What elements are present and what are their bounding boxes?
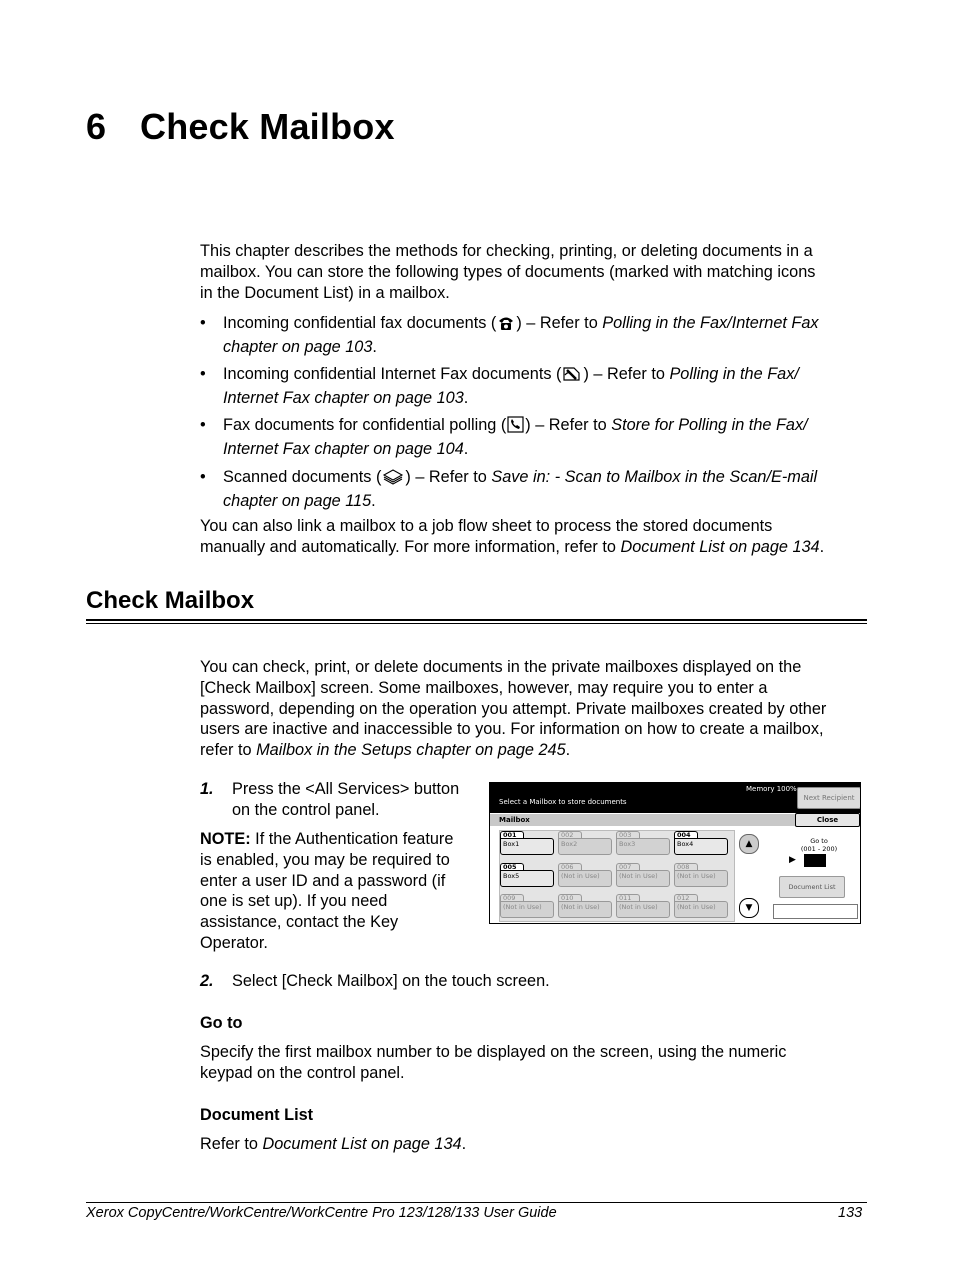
chapter-title	[86, 106, 395, 148]
next-recipient-button[interactable]: Next Recipient	[797, 787, 861, 809]
document-list-heading: Document List	[200, 1106, 314, 1124]
mailbox-code: 001	[503, 831, 517, 839]
mailbox-code: 007	[619, 863, 632, 871]
intro-paragraph	[200, 241, 870, 303]
mailbox-name: (Not in Use)	[561, 903, 600, 911]
bullet-reference: Save in: - Scan to Mailbox in the Scan/E-mail	[491, 468, 818, 486]
mailbox-code: 006	[561, 863, 574, 871]
step-line: on the control panel.	[232, 800, 380, 819]
step-1-text	[232, 779, 487, 821]
mailbox-name: (Not in Use)	[677, 872, 716, 880]
footer-guide-title: Xerox CopyCentre/WorkCentre/WorkCentre Pro 123/128/133 User Guide	[86, 1205, 557, 1221]
chapter-number: 6	[86, 106, 107, 147]
bullet-text: .	[371, 491, 376, 510]
goto-range: (001 - 200)	[800, 845, 838, 853]
bullet-text: ) – Refer to	[525, 416, 612, 434]
mailbox-006[interactable]	[558, 863, 611, 885]
document-list-paragraph	[200, 1134, 466, 1155]
scanned-document-icon	[382, 469, 404, 491]
bullet-reference: Store for Polling in the Fax/	[611, 416, 808, 434]
bullet-dot: •	[200, 365, 206, 383]
paragraph-line: Specify the first mailbox number to be displayed on the screen, using the numeric	[200, 1043, 787, 1061]
goto-paragraph	[200, 1042, 870, 1084]
mailbox-name: (Not in Use)	[619, 903, 658, 911]
mailbox-code: 004	[677, 831, 691, 839]
mailbox-name: (Not in Use)	[503, 903, 542, 911]
goto-heading: Go to	[200, 1014, 243, 1032]
mailbox-name: Box3	[619, 840, 636, 848]
bullet-reference: chapter on page 115	[223, 491, 372, 510]
paragraph-line: keypad on the control panel.	[200, 1063, 405, 1082]
mailbox-tray	[499, 830, 735, 922]
mailbox-002[interactable]	[558, 831, 611, 853]
polling-fax-icon	[507, 416, 524, 439]
page-number: 133	[838, 1205, 863, 1221]
mailbox-name: (Not in Use)	[561, 872, 600, 880]
mailbox-name: Box2	[561, 840, 578, 848]
bullet-dot: •	[200, 416, 206, 434]
intro-line: mailbox. You can store the following types of documents (marked with matching icons	[200, 262, 816, 281]
step-number: 2.	[200, 972, 214, 990]
bullet-text: .	[463, 388, 469, 407]
paragraph-text: .	[565, 741, 571, 760]
bullet-text: Incoming confidential Internet Fax documents (	[223, 365, 562, 383]
mailbox-name: Box1	[503, 840, 520, 848]
mailbox-name: Box5	[503, 872, 520, 880]
mailbox-004[interactable]	[674, 831, 727, 853]
mailbox-label: Mailbox	[499, 816, 530, 824]
paragraph-line: users are inactive and inaccessible to you. For information on how to create a mailbox,	[200, 720, 824, 739]
confidential-fax-icon	[497, 315, 515, 337]
goto-title: Go to	[810, 837, 828, 845]
bullet-text: ) – Refer to	[583, 365, 670, 383]
note-line: is enabled, you may be required to	[200, 850, 450, 869]
step-number: 1.	[200, 780, 214, 798]
paragraph-line: You can also link a mailbox to a job flow sheet to process the stored documents	[200, 517, 773, 535]
section-rule	[86, 623, 867, 624]
bullet-text: .	[372, 337, 377, 356]
section-title: Check Mailbox	[86, 587, 255, 614]
paragraph-text: Refer to	[200, 1135, 263, 1153]
mailbox-name: (Not in Use)	[619, 872, 658, 880]
bullet-reference: chapter on page 103	[223, 337, 373, 356]
paragraph-line: password, depending on the operation you attempt. Private mailboxes created by other	[200, 699, 827, 718]
cross-reference: Mailbox in the Setups chapter on page 245	[256, 741, 566, 760]
mailbox-code: 003	[619, 831, 632, 839]
mailbox-code: 002	[561, 831, 574, 839]
bullet-reference: Polling in the Fax/Internet Fax	[602, 314, 819, 332]
paragraph-text: manually and automatically. For more information, refer to	[200, 537, 621, 556]
goto-input[interactable]	[804, 854, 826, 867]
screen-message: Select a Mailbox to store documents	[499, 798, 627, 806]
mailbox-code: 010	[561, 894, 574, 902]
bullet-text: ) – Refer to	[516, 314, 603, 332]
mailbox-012[interactable]	[674, 894, 727, 916]
bullet-reference: Internet Fax chapter on page 103	[223, 388, 464, 407]
bullet-text: Fax documents for confidential polling (	[223, 416, 507, 434]
note-line: Operator.	[200, 933, 268, 952]
cross-reference: Document List on page 134	[262, 1135, 462, 1153]
status-field	[773, 904, 858, 919]
bullet-text: Scanned documents (	[223, 468, 382, 486]
bullet-reference: Polling in the Fax/	[669, 365, 799, 383]
bullet-dot: •	[200, 468, 206, 486]
mailbox-code: 008	[677, 863, 690, 871]
mailbox-name: (Not in Use)	[677, 903, 716, 911]
mailbox-011[interactable]	[616, 894, 669, 916]
intro-line: This chapter describes the methods for checking, printing, or deleting documents in a	[200, 242, 813, 260]
step-line: Press the <All Services> button	[232, 780, 460, 798]
note-line: assistance, contact the Key	[200, 913, 399, 932]
mailbox-name: Box4	[677, 840, 694, 848]
paragraph-line: You can check, print, or delete documents in the private mailboxes displayed on the	[200, 658, 802, 676]
confidential-internet-fax-icon	[562, 365, 582, 388]
link-paragraph	[200, 516, 870, 558]
mailbox-007[interactable]	[616, 863, 669, 885]
section-rule	[86, 619, 867, 621]
bullet-reference: Internet Fax chapter on page 104	[223, 439, 464, 458]
document-list-button[interactable]: Document List	[779, 876, 845, 898]
intro-line: in the Document List) in a mailbox.	[200, 283, 450, 302]
paragraph-text: refer to	[200, 741, 257, 760]
mailbox-008[interactable]	[674, 863, 727, 885]
cross-reference: Document List on page 134	[620, 537, 820, 556]
paragraph-text: .	[819, 537, 825, 556]
mailbox-code: 009	[503, 894, 516, 902]
bullet-text: .	[463, 439, 469, 458]
mailbox-code: 005	[503, 863, 517, 871]
section-paragraph	[200, 657, 870, 761]
chapter-title-text: Check Mailbox	[140, 106, 395, 147]
goto-label	[796, 837, 842, 853]
mailbox-code: 011	[619, 894, 632, 902]
note-line: enter a user ID and a password (if	[200, 871, 446, 890]
mailbox-003[interactable]	[616, 831, 669, 853]
scroll-up-icon[interactable]: ▲	[739, 834, 759, 854]
check-mailbox-screen	[489, 782, 861, 924]
mailbox-009[interactable]	[500, 894, 553, 916]
bullet-text: Incoming confidential fax documents (	[223, 314, 497, 332]
step-2-text: Select [Check Mailbox] on the touch screen.	[232, 972, 550, 990]
note	[200, 829, 487, 954]
paragraph-text: .	[461, 1135, 467, 1153]
footer-rule	[86, 1202, 867, 1203]
mailbox-001[interactable]	[500, 831, 553, 853]
paragraph-line: [Check Mailbox] screen. Some mailboxes, however, may require you to enter a	[200, 678, 768, 697]
note-line: If the Authentication feature	[250, 830, 454, 848]
bullet-text: ) – Refer to	[405, 468, 492, 486]
bullet-dot: •	[200, 314, 206, 332]
mailbox-005[interactable]	[500, 863, 553, 885]
mailbox-010[interactable]	[558, 894, 611, 916]
note-label: NOTE:	[200, 830, 251, 848]
mailbox-code: 012	[677, 894, 690, 902]
memory-indicator: Memory 100%	[746, 785, 797, 793]
close-button[interactable]: Close	[795, 813, 860, 827]
scroll-down-icon[interactable]: ▼	[739, 898, 759, 918]
note-line: one is set up). If you need	[200, 892, 388, 911]
goto-pointer-icon: ▶	[789, 855, 796, 865]
